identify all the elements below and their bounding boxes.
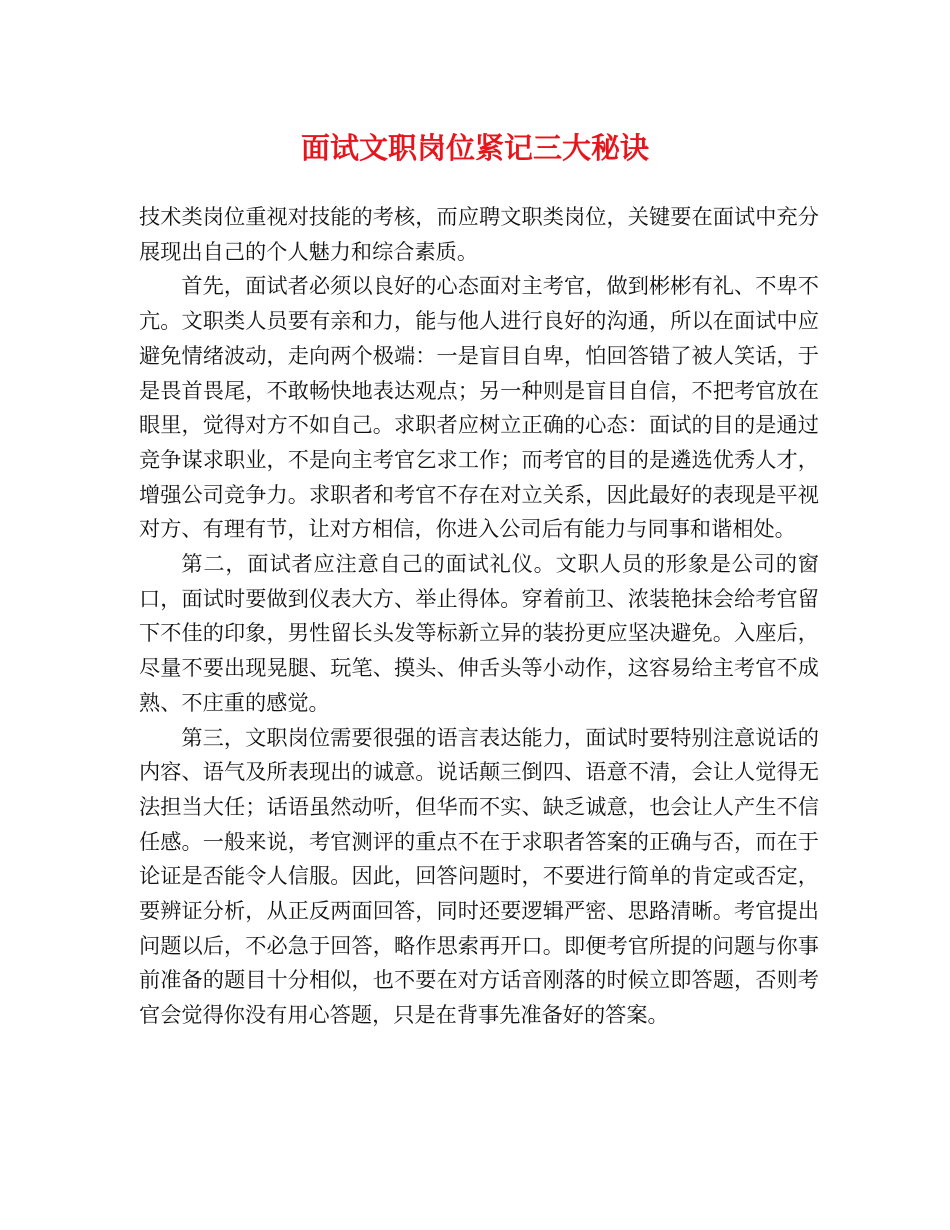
paragraph-first-point: 首先，面试者必须以良好的心态面对主考官，做到彬彬有礼、不卑不亢。文职类人员要有亲和力，能与他人进行良好的沟通，所以在面试中应避免情绪波动，走向两个极端：一是盲目自卑，怕回答错了被人笑话，于是畏首畏尾，不敢畅快地表达观点；另一种则是盲目自信，不把考官放在眼里，觉得对方不如自己。求职者应树立正确的心态：面试的目的是通过竞争谋求职业，不是向主考官乞求工作；而考官的目的是遴选优秀人才，增强公司竞争力。求职者和考官不存在对立关系，因此最好的表现是平视对方、有理有节，让对方相信，你进入公司后有能力与同事和谐相处。 (139, 273, 819, 542)
document-body (139, 200, 819, 1033)
paragraph-intro: 技术类岗位重视对技能的考核，而应聘文职类岗位，关键要在面试中充分展现出自己的个人魅力和综合素质。 (139, 204, 819, 264)
paragraph-second-point: 第二，面试者应注意自己的面试礼仪。文职人员的形象是公司的窗口，面试时要做到仪表大方、举止得体。穿着前卫、浓装艳抹会给考官留下不佳的印象，男性留长头发等标新立异的装扮更应坚决避免。入座后，尽量不要出现晃腿、玩笔、摸头、伸舌头等小动作，这容易给主考官不成熟、不庄重的感觉。 (139, 551, 819, 715)
paragraph-third-point: 第三，文职岗位需要很强的语言表达能力，面试时要特别注意说话的内容、语气及所表现出的诚意。说话颠三倒四、语意不清，会让人觉得无法担当大任；话语虽然动听，但华而不实、缺乏诚意，也会让人产生不信任感。一般来说，考官测评的重点不在于求职者答案的正确与否，而在于论证是否能令人信服。因此，回答问题时，不要进行简单的肯定或否定，要辨证分析，从正反两面回答，同时还要逻辑严密、思路清晰。考官提出问题以后，不必急于回答，略作思索再开口。即便考官所提的问题与你事前准备的题目十分相似，也不要在对方话音刚落的时候立即答题，否则考官会觉得你没有用心答题，只是在背事先准备好的答案。 (139, 724, 819, 1028)
document-title: 面试文职岗位紧记三大秘诀 (300, 131, 649, 165)
